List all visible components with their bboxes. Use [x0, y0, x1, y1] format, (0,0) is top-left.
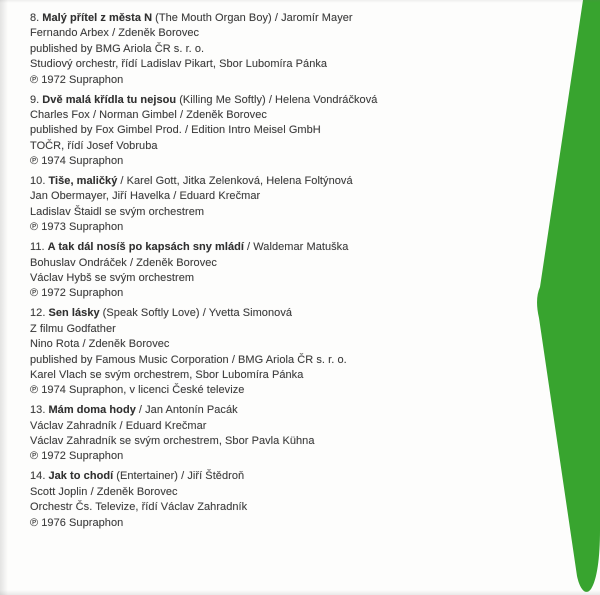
track-credit-line: Fernando Arbex / Zdeněk Borovec [30, 27, 200, 40]
track-entry [30, 11, 500, 88]
green-wedge-shape [537, 0, 600, 592]
track-credit-line: ℗ 1973 Supraphon [30, 221, 124, 234]
track-number: 8. [30, 12, 40, 24]
track-credit-line: Scott Joplin / Zdeněk Borovec [30, 485, 178, 498]
track-title-suffix: / Karel Gott, Jitka Zelenková, Helena Foltýnová [120, 175, 353, 188]
track-number: 13. [30, 404, 46, 417]
track-list [30, 11, 500, 536]
track-title-suffix: / Jan Antonín Pacák [138, 404, 238, 417]
track-title: Tiše, maličký [48, 175, 118, 188]
track-credit-line: Orchestr Čs. Televize, řídí Václav Zahradník [30, 501, 248, 514]
track-title-suffix: / Waldemar Matuška [247, 241, 349, 254]
track-credit-line: Z filmu Godfather [30, 322, 116, 335]
track-title-line [30, 11, 500, 26]
track-credit-line: Ladislav Štaidl se svým orchestrem [30, 205, 205, 218]
track-credit-line: ℗ 1972 Supraphon [30, 73, 124, 86]
track-title-line [30, 93, 500, 108]
track-entry [30, 469, 500, 531]
track-title-suffix: (The Mouth Organ Boy) / Jaromír Mayer [155, 12, 353, 24]
track-title-suffix: (Speak Softly Love) / Yvetta Simonová [102, 307, 293, 320]
track-credit-line: published by BMG Ariola ČR s. r. o. [30, 42, 205, 55]
track-title: Malý přítel z města N [42, 12, 153, 24]
track-credit-line: ℗ 1972 Supraphon [30, 287, 124, 300]
track-credit-line: published by Fox Gimbel Prod. / Edition Intro Meisel GmbH [30, 124, 321, 137]
track-title-suffix: (Entertainer) / Jiří Štědroň [116, 470, 245, 483]
track-credit-line: Václav Zahradník / Eduard Krečmar [30, 419, 207, 432]
track-title: Dvě malá křídla tu nejsou [42, 93, 177, 106]
track-number: 12. [30, 307, 46, 320]
track-entry [30, 174, 500, 236]
track-title-line [30, 174, 500, 189]
track-credit-line: Nino Rota / Zdeněk Borovec [30, 338, 170, 351]
track-title: Jak to chodí [48, 470, 114, 483]
track-credit-line: published by Famous Music Corporation / BMG Ariola ČR s. r. o. [30, 353, 347, 366]
track-title: Sen lásky [48, 307, 100, 320]
track-credit-line: ℗ 1972 Supraphon [30, 450, 124, 463]
track-entry [30, 240, 500, 302]
track-number: 9. [30, 93, 40, 106]
track-title: Mám doma hody [48, 404, 136, 417]
track-credit-line: TOČR, řídí Josef Vobruba [30, 139, 158, 152]
track-credit-line: ℗ 1974 Supraphon, v licenci České televize [30, 384, 245, 397]
track-credit-line: Studiový orchestr, řídí Ladislav Pikart, Sbor Lubomíra Pánka [30, 58, 328, 71]
track-number: 11. [30, 241, 45, 254]
track-credit-line: Jan Obermayer, Jiří Havelka / Eduard Krečmar [30, 190, 261, 203]
track-credit-line: Václav Zahradník se svým orchestrem, Sbor Pavla Kühna [30, 435, 315, 448]
track-credit-line: Václav Hybš se svým orchestrem [30, 272, 195, 284]
track-title-line [30, 306, 500, 321]
track-entry [30, 306, 500, 398]
track-title-line [30, 240, 500, 255]
track-entry [30, 93, 500, 170]
track-credit-line: Charles Fox / Norman Gimbel / Zdeněk Borovec [30, 108, 267, 121]
track-title-suffix: (Killing Me Softly) / Helena Vondráčková [179, 93, 378, 106]
track-number: 14. [30, 470, 46, 483]
track-credit-line: Karel Vlach se svým orchestrem, Sbor Lubomíra Pánka [30, 368, 304, 381]
track-credit-line: ℗ 1976 Supraphon [30, 516, 124, 529]
track-number: 10. [30, 175, 46, 188]
track-credit-line: ℗ 1974 Supraphon [30, 155, 124, 168]
track-title: A tak dál nosíš po kapsách sny mládí [47, 241, 245, 254]
track-entry [30, 403, 500, 465]
track-title-line [30, 403, 500, 418]
track-credit-line: Bohuslav Ondráček / Zdeněk Borovec [30, 256, 217, 269]
track-title-line [30, 469, 500, 484]
